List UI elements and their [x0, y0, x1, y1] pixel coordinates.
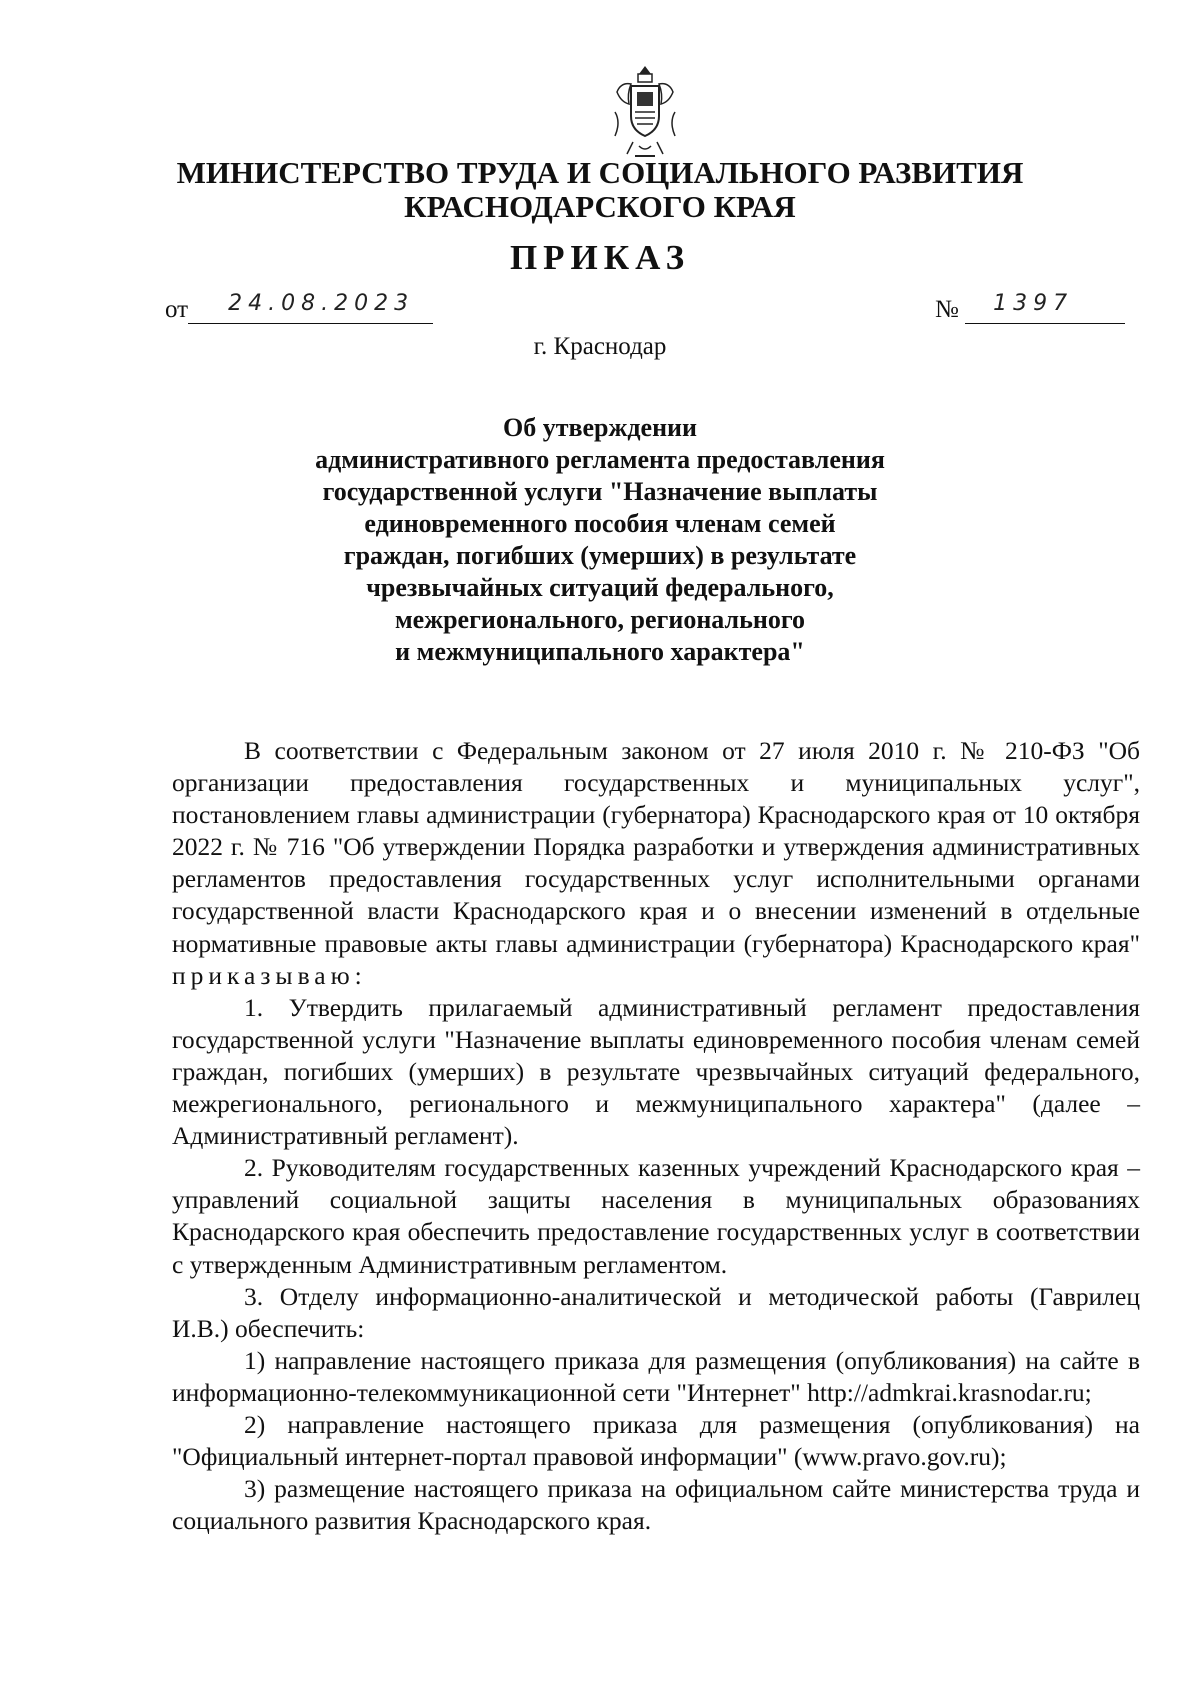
clause-2: 2. Руководителям государственных казенных учреждений Краснодарского края – управлений социальной защиты населения в муниципальных образованиях Краснодарского края обеспечить предоставление государственных услуг в соответствии с утвержденным Административным регламентом.: [172, 1153, 1140, 1279]
preamble-paragraph: [172, 735, 1140, 992]
ministry-name-line2: КРАСНОДАРСКОГО КРАЯ: [404, 189, 796, 224]
title-line: и межмуниципального характера": [395, 637, 805, 666]
clause-3-item-3: 3) размещение настоящего приказа на официальном сайте министерства труда и социального развития Краснодарского края.: [172, 1474, 1140, 1536]
preamble-text: В соответствии с Федеральным законом от 27 июля 2010 г. № 210-ФЗ "Об организации предоставления государственных и муниципальных услуг", постановлением главы администрации (губернатора) Краснодарского края от 10 октября 2022 г. № 716 "Об утверждении Порядка разработки и утверждения административных регламентов предоставления государственных услуг исполнительными органами государственной власти Краснодарского края и о внесении изменений в отдельные нормативные правовые акты главы администрации (губернатора) Краснодарского края": [172, 736, 1140, 958]
handwritten-date: 24.08.2023: [228, 291, 415, 316]
document-type: ПРИКАЗ: [509, 238, 691, 277]
title-line: административного регламента предоставления: [315, 445, 885, 474]
title-line: чрезвычайных ситуаций федерального,: [366, 573, 834, 602]
coat-of-arms-emblem: [605, 62, 685, 162]
title-line: единовременного пособия членам семей: [364, 509, 836, 538]
clause-3: 3. Отделу информационно-аналитической и методической работы (Гаврилец И.В.) обеспечить:: [172, 1281, 1140, 1343]
title-line: граждан, погибших (умерших) в результате: [343, 541, 857, 570]
clause-3-item-1: 1) направление настоящего приказа для размещения (опубликования) на сайте в информационно-телекоммуникационной сети "Интернет" http://admkrai.krasnodar.ru;: [172, 1345, 1140, 1407]
number-prefix: №: [935, 296, 959, 323]
clause-3-item-2: 2) направление настоящего приказа для размещения (опубликования) на "Официальный интернет-портал правовой информации" (www.pravo.gov.ru);: [172, 1409, 1140, 1472]
order-title: [250, 412, 950, 668]
date-line: [188, 291, 433, 324]
date-field: [165, 291, 433, 324]
city: г. Краснодар: [533, 333, 667, 360]
title-line: Об утверждении: [502, 413, 698, 442]
order-body: [172, 735, 1140, 1537]
title-line: государственной услуги "Назначение выплаты: [322, 477, 878, 506]
handwritten-number: 1397: [993, 291, 1074, 316]
order-word: приказываю:: [172, 960, 367, 990]
date-prefix: от: [165, 296, 189, 323]
title-line: межрегионального, регионального: [394, 605, 806, 634]
ministry-name-line1: МИНИСТЕРСТВО ТРУДА И СОЦИАЛЬНОГО РАЗВИТИЯ: [176, 155, 1024, 190]
clause-1: 1. Утвердить прилагаемый административный регламент предоставления государственной услуги "Назначение выплаты единовременного пособия членам семей граждан, погибших (умерших) в результате чрезвычайных ситуаций федерального, межрегионального, регионального и межмуниципального характера" (далее – Административный регламент).: [172, 992, 1140, 1151]
number-line: [965, 291, 1125, 324]
number-field: [935, 291, 1125, 324]
